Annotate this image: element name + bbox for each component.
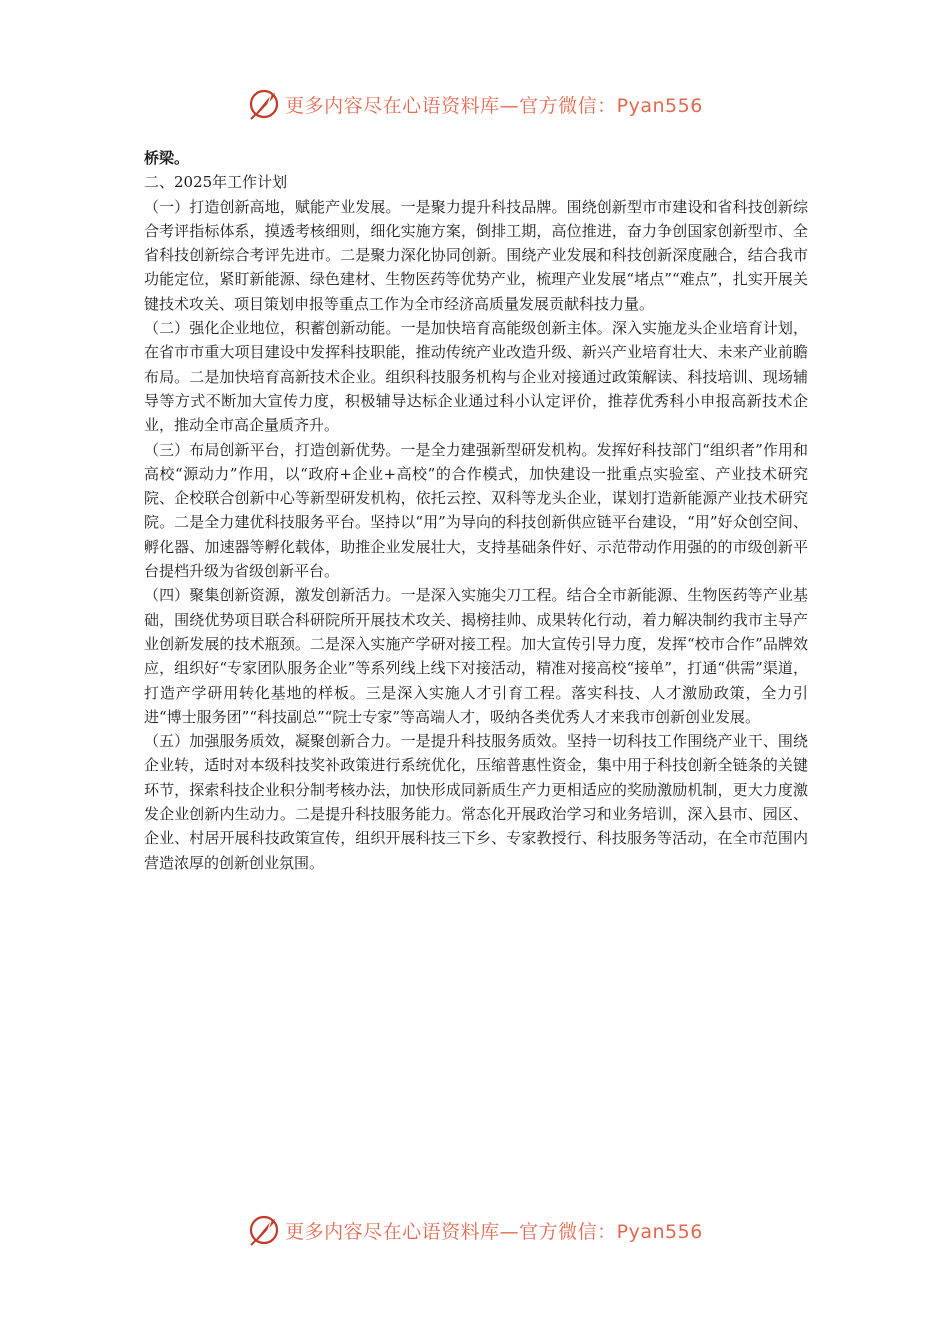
- paragraph-item-1: （一）打造创新高地，赋能产业发展。一是聚力提升科技品牌。围绕创新型市市建设和省科技创新综合考评指标体系，摸透考核细则，细化实施方案，倒排工期，高位推进，奋力争创国家创新型市、全省科技创新综合考评先进市。二是聚力深化协同创新。围绕产业发展和科技创新深度融合，结合我市功能定位，紧盯新能源、绿色建材、生物医药等优势产业，梳理产业发展“堵点”“难点”，扎实开展关键技术攻关、项目策划申报等重点工作为全市经济高质量发展贡献科技力量。: [144, 197, 808, 313]
- section-heading: 二、2025年工作计划: [144, 173, 288, 192]
- quill-pen-logo-icon: [247, 87, 281, 121]
- document-body: [144, 146, 808, 875]
- header-watermark-banner: [0, 84, 950, 124]
- paragraph-continuation: 桥梁。: [144, 149, 190, 167]
- watermark-text: 更多内容尽在心语资料库—官方微信：Pyan556: [285, 1220, 703, 1243]
- quill-pen-logo-icon: [247, 1213, 281, 1247]
- paragraph-item-5: （五）加强服务质效，凝聚创新合力。一是提升科技服务质效。坚持一切科技工作围绕产业干、围绕企业转，适时对本级科技奖补政策进行系统优化，压缩普惠性资金，集中用于科技创新全链条的关键环节，探索科技企业积分制考核办法，加快形成同新质生产力更相适应的奖励激励机制，更大力度激发企业创新内生动力。二是提升科技服务能力。常态化开展政治学习和业务培训，深入县市、园区、企业、村居开展科技政策宣传，组织开展科技三下乡、专家教授行、科技服务等活动，在全市范围内营造浓厚的创新创业氛围。: [144, 732, 808, 872]
- paragraph-item-2: （二）强化企业地位，积蓄创新动能。一是加快培育高能级创新主体。深入实施龙头企业培育计划，在省市市重大项目建设中发挥科技职能，推动传统产业改造升级、新兴产业培育壮大、未来产业前瞻布局。二是加快培育高新技术企业。组织科技服务机构与企业对接通过政策解读、科技培训、现场辅导等方式不断加大宣传力度，积极辅导达标企业通过科小认定评价，推荐优秀科小申报高新技术企业，推动全市高企量质齐升。: [144, 319, 808, 435]
- paragraph-item-4: （四）聚集创新资源，激发创新活力。一是深入实施尖刀工程。结合全市新能源、生物医药等产业基础，围绕优势项目联合科研院所开展技术攻关、揭榜挂帅、成果转化行动，着力解决制约我市主导产业创新发展的技术瓶颈。二是深入实施产学研对接工程。加大宣传引导力度，发挥“校市合作”品牌效应，组织好“专家团队服务企业”等系列线上线下对接活动，精准对接高校“接单”，打通“供需”渠道，打造产学研用转化基地的样板。三是深入实施人才引育工程。落实科技、人才激励政策，全力引进“博士服务团”“科技副总”“院士专家”等高端人才，吸纳各类优秀人才来我市创新创业发展。: [144, 586, 808, 726]
- footer-watermark-banner: [0, 1210, 950, 1250]
- paragraph-item-3: （三）布局创新平台，打造创新优势。一是全力建强新型研发机构。发挥好科技部门“组织者”作用和高校“源动力”作用，以“政府+企业+高校”的合作模式，加快建设一批重点实验室、产业技术研究院、企校联合创新中心等新型研发机构，依托云控、双科等龙头企业，谋划打造新能源产业技术研究院。二是全力建优科技服务平台。坚持以“用”为导向的科技创新供应链平台建设，“用”好众创空间、孵化器、加速器等孵化载体，助推企业发展壮大，支持基础条件好、示范带动作用强的的市级创新平台提档升级为省级创新平台。: [144, 440, 808, 581]
- watermark-text: 更多内容尽在心语资料库—官方微信：Pyan556: [285, 94, 703, 117]
